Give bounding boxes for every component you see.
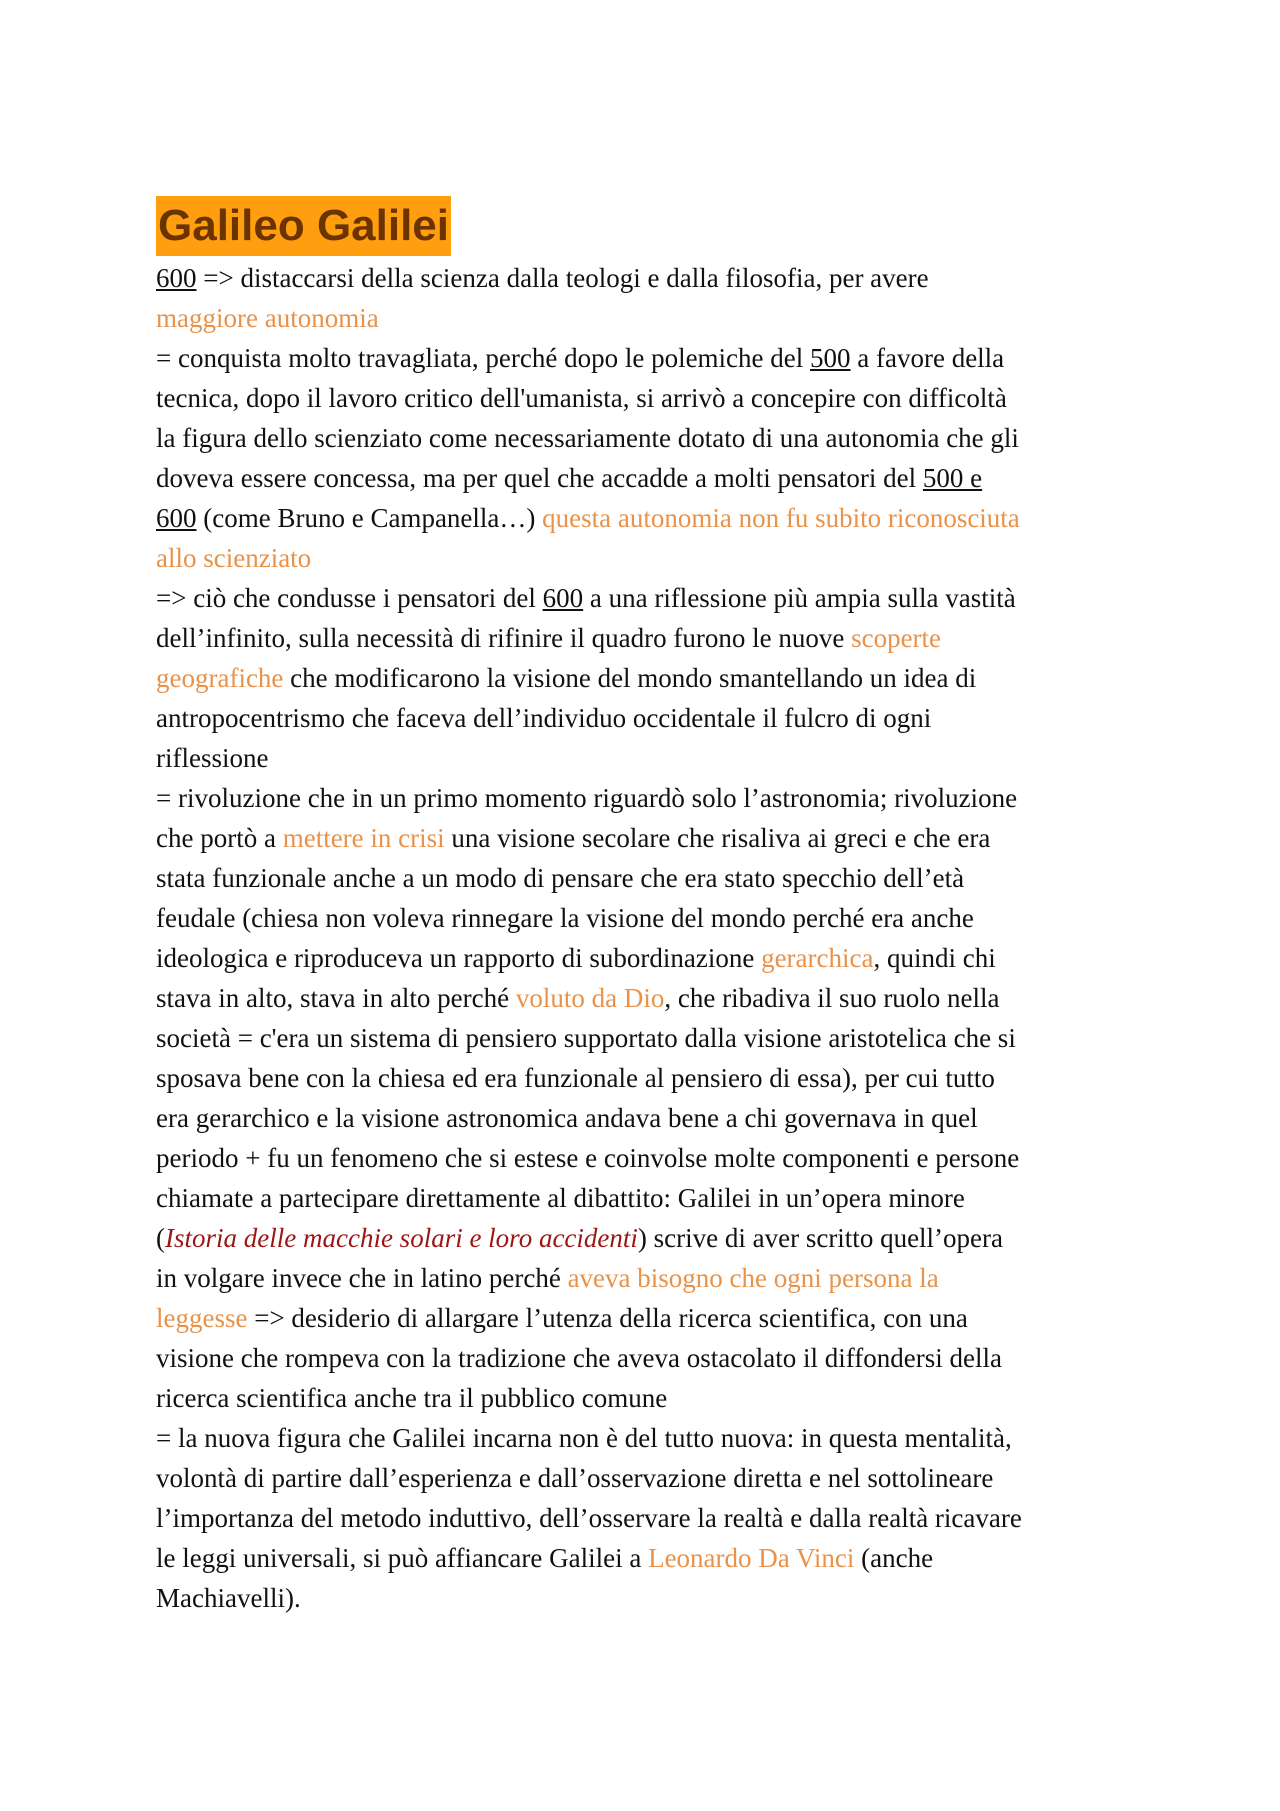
text-line: era gerarchico e la visione astronomica andava bene a chi governava in quel <box>156 1103 978 1133</box>
text-line: = la nuova figura che Galilei incarna non è del tutto nuova: in questa mentalità, <box>156 1423 1012 1453</box>
highlighted-phrase: geografiche <box>156 663 284 693</box>
text-run: doveva essere concessa, ma per quel che accadde a molti pensatori del <box>156 463 923 493</box>
text-line: feudale (chiesa non voleva rinnegare la visione del mondo perché era anche <box>156 903 974 933</box>
text-line <box>156 498 1141 538</box>
text-line: tecnica, dopo il lavoro critico dell'umanista, si arrivò a concepire con difficoltà <box>156 383 1007 413</box>
highlighted-phrase: gerarchica <box>761 943 874 973</box>
work-title: Istoria delle macchie solari e loro accidenti <box>165 1223 638 1253</box>
text-run: che modificarono la visione del mondo smantellando un idea di <box>283 663 977 693</box>
text-line <box>156 538 1141 578</box>
document-title: Galileo Galilei <box>156 196 451 256</box>
text-line: società = c'era un sistema di pensiero supportato dalla visione aristotelica che si <box>156 1023 1016 1053</box>
text-run: le leggi universali, si può affiancare Galilei a <box>156 1543 649 1573</box>
text-run: dell’infinito, sulla necessità di rifinire il quadro furono le nuove <box>156 623 852 653</box>
text-line: sposava bene con la chiesa ed era funzionale al pensiero di essa), per cui tutto <box>156 1063 995 1093</box>
highlighted-phrase: maggiore autonomia <box>156 303 379 333</box>
text-line: Machiavelli). <box>156 1583 301 1613</box>
highlighted-phrase: mettere in crisi <box>282 823 445 853</box>
text-line <box>156 298 1141 338</box>
text-line <box>156 938 1141 978</box>
text-run: una visione secolare che risaliva ai greci e che era <box>444 823 991 853</box>
century-ref: 600 <box>156 263 197 293</box>
document-page <box>156 196 1141 1618</box>
highlighted-phrase: scoperte <box>851 623 942 653</box>
text-line: riflessione <box>156 743 269 773</box>
highlighted-phrase: voluto da Dio <box>515 983 665 1013</box>
text-run: => desiderio di allargare l’utenza della ricerca scientifica, con una <box>247 1303 968 1333</box>
text-run: = conquista molto travagliata, perché dopo le polemiche del <box>156 343 811 373</box>
text-line: visione che rompeva con la tradizione che aveva ostacolato il diffondersi della <box>156 1343 1002 1373</box>
text-line: ricerca scientifica anche tra il pubblico comune <box>156 1383 668 1413</box>
text-run: ideologica e riproduceva un rapporto di subordinazione <box>156 943 762 973</box>
text-line <box>156 578 1141 618</box>
text-line: stata funzionale anche a un modo di pensare che era stato specchio dell’età <box>156 863 965 893</box>
highlighted-phrase: questa autonomia non fu subito riconosciuta <box>542 503 1020 533</box>
text-line <box>156 978 1141 1018</box>
text-line: l’importanza del metodo induttivo, dell’osservare la realtà e dalla realtà ricavare <box>156 1503 1022 1533</box>
text-line <box>156 618 1141 658</box>
document-body <box>156 258 1141 1618</box>
text-run: a favore della <box>850 343 1005 373</box>
text-run: , che ribadiva il suo ruolo nella <box>664 983 1000 1013</box>
text-run: in volgare invece che in latino perché <box>156 1263 568 1293</box>
text-run: che portò a <box>156 823 283 853</box>
text-run: (anche <box>854 1543 934 1573</box>
text-line <box>156 818 1141 858</box>
text-line <box>156 258 1141 298</box>
century-ref: 500 <box>810 343 851 373</box>
century-ref: 600 <box>542 583 584 613</box>
text-line <box>156 1538 1141 1578</box>
text-run: => distaccarsi della scienza dalla teologi e dalla filosofia, per avere <box>196 263 929 293</box>
text-run: ( <box>156 1223 165 1253</box>
text-run: , quindi chi <box>873 943 996 973</box>
highlighted-phrase: leggesse <box>156 1303 248 1333</box>
text-line <box>156 658 1141 698</box>
text-run: => ciò che condusse i pensatori del <box>156 583 543 613</box>
text-run: (come Bruno e Campanella…) <box>196 503 543 533</box>
century-ref: 500 e <box>922 463 983 493</box>
century-ref: 600 <box>156 503 197 533</box>
highlighted-phrase: aveva bisogno che ogni persona la <box>567 1263 939 1293</box>
highlighted-phrase: Leonardo Da Vinci <box>648 1543 855 1573</box>
text-line: periodo + fu un fenomeno che si estese e coinvolse molte componenti e persone <box>156 1143 1020 1173</box>
text-run: stava in alto, stava in alto perché <box>156 983 516 1013</box>
text-line: chiamate a partecipare direttamente al dibattito: Galilei in un’opera minore <box>156 1183 965 1213</box>
text-line: la figura dello scienziato come necessariamente dotato di una autonomia che gli <box>156 423 1019 453</box>
text-line: = rivoluzione che in un primo momento riguardò solo l’astronomia; rivoluzione <box>156 783 1018 813</box>
highlighted-phrase: allo scienziato <box>156 543 312 573</box>
text-line <box>156 1298 1141 1338</box>
text-run: ) scrive di aver scritto quell’opera <box>637 1223 1003 1253</box>
text-line: volontà di partire dall’esperienza e dall’osservazione diretta e nel sottolineare <box>156 1463 994 1493</box>
text-line <box>156 458 1141 498</box>
text-line: antropocentrismo che faceva dell’individuo occidentale il fulcro di ogni <box>156 703 932 733</box>
text-line <box>156 338 1141 378</box>
text-run: a una riflessione più ampia sulla vastità <box>583 583 1016 613</box>
text-line <box>156 1218 1141 1258</box>
text-line <box>156 1258 1141 1298</box>
